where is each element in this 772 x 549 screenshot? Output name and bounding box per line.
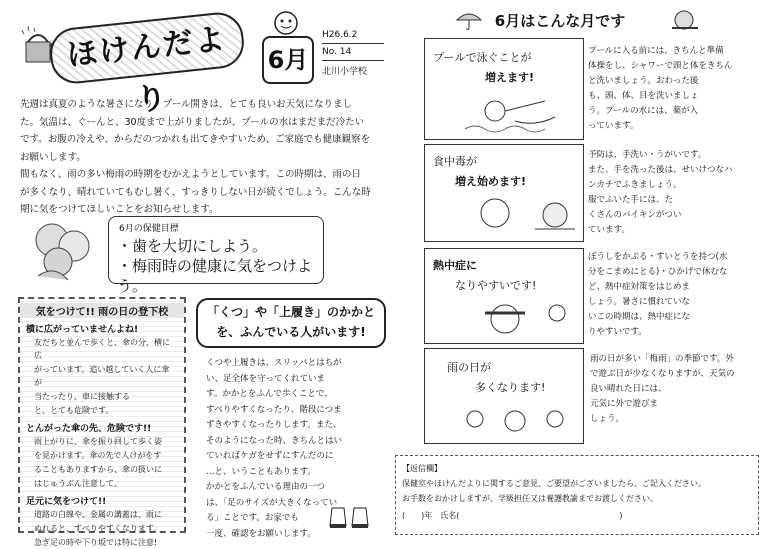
topic-label: 増え始めます! [455, 175, 527, 188]
divider [322, 60, 384, 61]
topic-line: いこの時期は、熱中症にな [588, 312, 691, 322]
reply-form-box [395, 455, 759, 535]
shoe-line: そのようになった時、きちんとはい [206, 435, 343, 446]
section-title: 6月はこんな月です [494, 12, 626, 30]
topic-label: プールで泳ぐことが [433, 51, 532, 64]
topic-line: しょう。 [590, 414, 625, 424]
topic-line: ンカチでふきましょう。 [588, 180, 682, 190]
rain-text: を見かけます。傘の先で人けがをす [34, 451, 162, 460]
health-goals-box [108, 216, 324, 295]
sick-child-illustration-icon [465, 195, 575, 237]
topic-panel-rainy-days [424, 348, 584, 444]
shoe-line: は、「足のサイズが大きくなってい [206, 497, 338, 508]
rain-heading: 足元に気をつけて!! [26, 497, 107, 507]
rain-heading: 横に広がっていませんよね! [26, 325, 139, 335]
topic-panel-food-poisoning [424, 144, 584, 242]
topic-label: 増えます! [485, 71, 535, 84]
shoes-icon [326, 496, 380, 532]
topic-text-rainy-days [590, 352, 756, 427]
topic-line: ど、熱中症対策をはじめま [588, 282, 691, 292]
topic-line: も、頭、体、目を洗いましょ [588, 91, 699, 101]
topic-line: 分をこまめにとる)・ひかげで休むな [588, 267, 728, 277]
shoe-line: すべりやすくなったり、階段につま [206, 404, 342, 415]
intro-text [20, 96, 380, 219]
shoe-heel-heading [196, 298, 386, 348]
shoe-heading-line: 「くつ」や「上履き」のかかと [206, 305, 375, 319]
snail-icon [668, 6, 702, 32]
reply-form-text: お手数をおかけしますが、学級担任又は養護教諭までお渡しください。 [402, 494, 658, 503]
newsletter-title: ほけんだより [48, 10, 247, 86]
topic-line: ています。 [588, 225, 630, 235]
shoe-line: かかとをふんでいる理由の一つ [206, 482, 326, 492]
shoe-line: ていればケガをせずにすんだのに [206, 451, 334, 461]
rain-commute-box [18, 297, 186, 547]
topic-label: 食中毒が [433, 155, 477, 168]
topic-line: また、手を洗った後は、せいけつなハ [588, 165, 733, 175]
topic-line: で遊ぶ日が少なくなりますが、天気の [590, 369, 735, 379]
topic-line: 予防は、手洗い・うがいです。 [588, 150, 707, 160]
topic-text-heatstroke [588, 250, 756, 340]
shoe-line: ずきやすくなったりします。また、 [206, 420, 342, 430]
topic-panel-heatstroke [424, 248, 584, 344]
month-badge: 6月 [262, 36, 314, 84]
goals-heading: 6月の保健目標 [119, 224, 179, 234]
rain-text: 当たったり、車に接触する [34, 392, 130, 401]
rain-text: はじゅうぶん注意して。 [34, 479, 122, 488]
intro-line: 先週は真夏のような暑さになり、プール開きは、とても良いお天気になりまし [20, 99, 353, 110]
topic-line: くさんのバイキンがつい [588, 210, 682, 220]
topic-line: 服でふいた手には、た [588, 195, 674, 205]
rain-heading: とんがった傘の先、危険です!! [26, 424, 152, 434]
topic-panel-pool [424, 38, 584, 140]
shoe-line: す。かかとをふんで歩くことで、 [206, 389, 333, 399]
topic-line: う。プールの水には、薬が入 [588, 106, 699, 116]
rain-box-title: 気をつけて!! 雨の日の登下校 [20, 303, 184, 318]
rain-text: ることもありますから、傘の扱いに [34, 465, 162, 474]
intro-line: 間もなく、雨の多い梅雨の時期をむかえようとしています。この時期は、雨の日 [20, 169, 362, 180]
goal-item: ・梅雨時の健康に気をつけよう。 [117, 257, 313, 295]
topic-label: 熱中症に [433, 259, 477, 272]
topic-line: と洗いましょう。おわった後 [588, 76, 699, 86]
topic-line: ぼうしをかぶる・すいとうを持つ(水 [588, 252, 728, 262]
school-name: 北川小学校 [322, 67, 368, 77]
topic-label: なりやすいです! [455, 279, 537, 292]
topic-text-food-poisoning [588, 148, 756, 238]
topic-label: 多くなります! [475, 381, 546, 394]
goal-item: ・歯を大切にしよう。 [117, 237, 268, 255]
topic-label: 雨の日が [447, 361, 491, 374]
rain-text: がっています。追い越していく人に傘が [34, 365, 170, 387]
topic-line: 良い晴れた日には、 [590, 384, 667, 394]
sun-hat-illustration-icon [465, 297, 575, 339]
swimmer-illustration-icon [465, 91, 565, 135]
rain-text: 雨上がりに、傘を振り回して歩く姿 [34, 437, 162, 446]
shoe-line: 一度、確認をお願いします。 [206, 528, 316, 539]
issue-date: H26.6.2 [322, 30, 358, 40]
rain-text: 友だちと並んで歩くと、傘の分、横に広 [34, 338, 170, 360]
topic-line: 体操をし、シャワーで頭と体をきちん [588, 61, 733, 71]
kids-sun-illustration-icon [455, 401, 575, 439]
topic-line: りやすいです。 [588, 327, 647, 337]
rain-text: 急ぎ足の時や下り坂では特に注意! [34, 538, 158, 547]
hydrangea-icon [28, 216, 102, 288]
issue-number: No. 14 [322, 47, 352, 57]
shoe-line: くつや上履きは、スリッパとはちが [206, 358, 342, 368]
intro-line: です。お腹の冷えや、からだのつかれも出てきやすいため、ご家庭でも健康観察を [20, 134, 371, 145]
reply-form-title: 【返信欄】 [402, 464, 442, 473]
intro-line: お願いします。 [20, 151, 86, 163]
shoe-line: る」ことです。お家でも [206, 513, 299, 523]
intro-line: が多くなり、晴れていてもむし暑く、すっきりしない日が続くでしょう。こんな時 [20, 186, 371, 198]
topic-line: 元気に外で遊びま [590, 399, 659, 409]
intro-line: た。気温は、ぐーんと、30度まで上がりましたが、プールの水はまだまだ冷たい [20, 116, 365, 128]
rain-text: と、とても危険です。 [34, 406, 114, 415]
topic-line: しょう。暑さに慣れていな [588, 297, 691, 307]
rain-text: ぬれると、すべりやすくなります。 [34, 524, 162, 533]
topic-text-pool [588, 44, 756, 134]
topic-line: 雨の日が多い「梅雨」の季節です。外 [590, 354, 734, 364]
smiley-icon [272, 10, 300, 36]
shoe-line: い、足全体を守ってくれていま [206, 373, 326, 384]
divider [322, 43, 384, 44]
reply-form-text: 保健室やほけんだよりに関するご意見、ご要望がございましたら、ご記入ください。 [402, 479, 706, 488]
topic-line: プールに入る前には、きちんと準備 [588, 46, 724, 56]
intro-line: 期に気をつけてほしいことをお知らせします。 [20, 204, 219, 215]
rain-text: 道路の白線や、金属の溝蓋は、雨に [34, 510, 162, 519]
shoe-heading-line: を、ふんでいる人がいます! [216, 325, 366, 339]
topic-line: っています。 [588, 121, 639, 131]
reply-form-name-field[interactable]: ( )年 氏名( ) [402, 511, 623, 520]
shoe-line: …と、いうこともあります。 [206, 466, 316, 477]
